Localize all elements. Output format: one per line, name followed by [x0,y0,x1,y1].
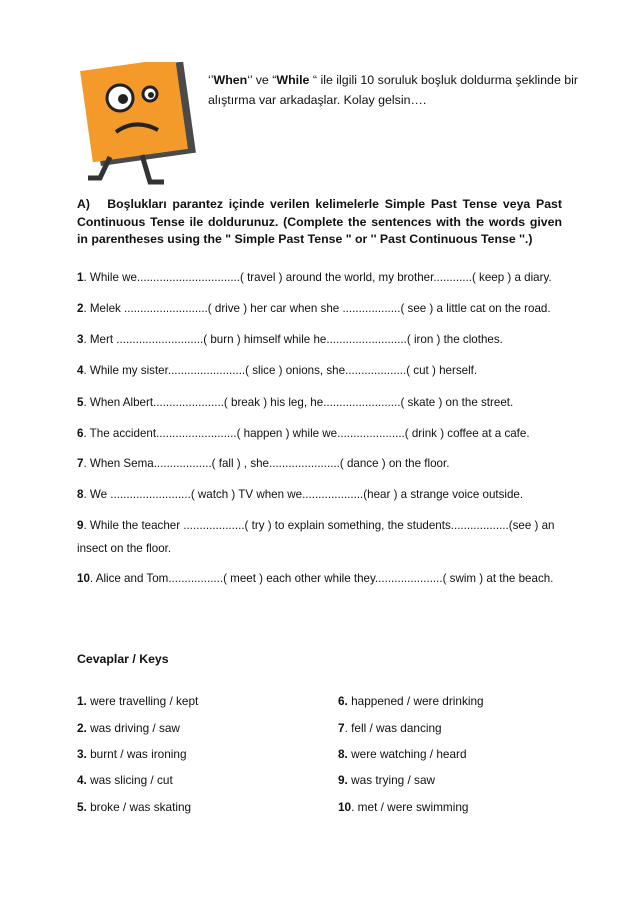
answer-key-item: 8. were watching / heard [338,747,467,761]
confused-face-logo-icon [80,62,200,192]
answer-key-item: 9. was trying / saw [338,773,436,787]
answer-key-item: 5. broke / was skating [77,800,192,814]
section-label: A) [77,197,90,211]
answer-key-item: 7. fell / was dancing [338,721,442,735]
answer-keys-title: Cevaplar / Keys [77,652,169,666]
question-item: 2. Melek ..........................( drive ) her car when she ..................( see ) a little cat on the road. [77,302,551,315]
intro-text: ‘’When‘’ ve “While “ ile ilgili 10 soruluk boşluk doldurma şeklinde bir alıştırma var arkadaşlar. Kolay gelsin…. [208,73,579,107]
question-item: 10. Alice and Tom.................( meet ) each other while they.....................( swim ) at the beach. [77,572,554,585]
answer-key-item: 4. was slicing / cut [77,773,173,787]
answer-key-item: 1. were travelling / kept [77,694,199,708]
question-item: 7. When Sema..................( fall ) , she......................( dance ) on the floor. [77,457,450,470]
answer-key-item: 3. burnt / was ironing [77,747,187,761]
answer-key-item: 6. happened / were drinking [338,694,484,708]
instruction-text: Boşlukları parantez içinde verilen kelimelerle Simple Past Tense veya Past Continuous Tense ile doldurunuz. (Complete the sentences with the words given in parentheses using the " Simple Past Tense " or '' Past Continuous Tense ''.) [77,197,562,246]
answer-key-item: 2. was driving / saw [77,721,180,735]
question-item: 1. While we................................( travel ) around the world, my brother............( keep ) a diary. [77,271,552,284]
question-item: 6. The accident.........................( happen ) while we.....................( drink ) coffee at a cafe. [77,427,530,440]
question-item: 4. While my sister........................( slice ) onions, she...................( cut ) herself. [77,364,478,377]
question-item: 5. When Albert......................( break ) his leg, he........................( skate ) on the street. [77,396,514,409]
question-item: 8. We .........................( watch ) TV when we...................(hear ) a strange voice outside. [77,488,524,501]
instruction-paragraph [77,196,562,249]
question-item: 9. While the teacher ...................( try ) to explain something, the students..................(see ) an insect on the floor. [77,519,555,555]
question-item: 3. Mert ...........................( burn ) himself while he.........................( iron ) the clothes. [77,333,503,346]
answer-key-item: 10. met / were swimming [338,800,469,814]
